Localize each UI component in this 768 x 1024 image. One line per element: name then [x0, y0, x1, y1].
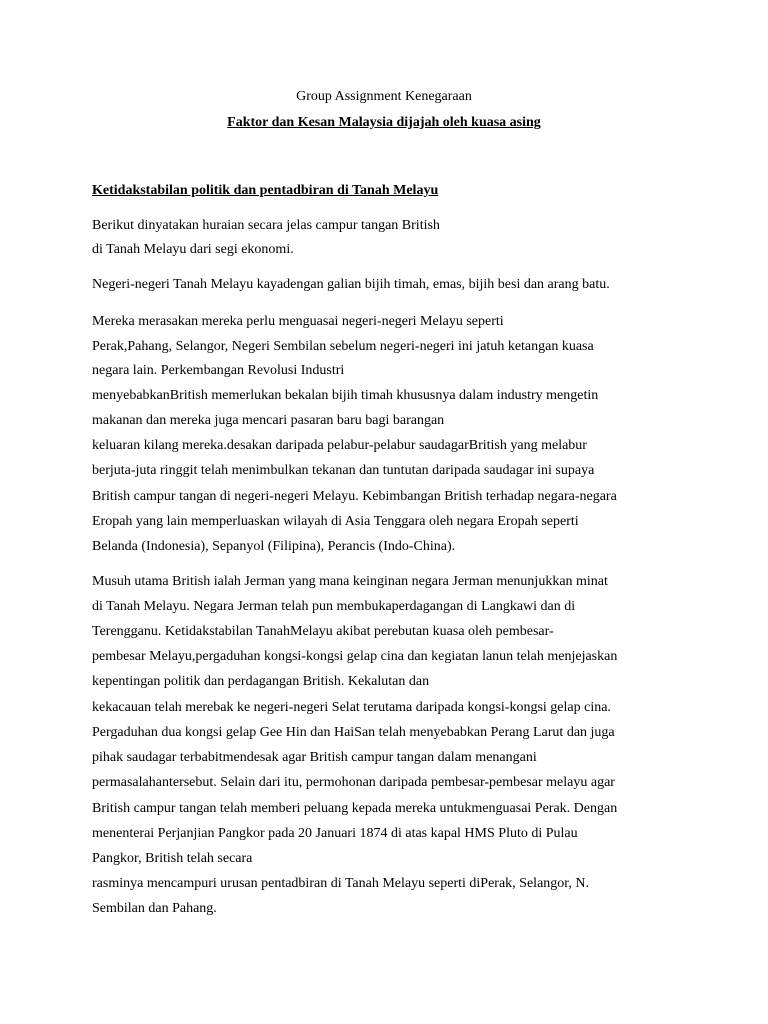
- document-title: Faktor dan Kesan Malaysia dijajah oleh kuasa asing: [227, 115, 541, 130]
- paragraph-line: kepentingan politik dan perdagangan British. Kekalutan dan: [92, 674, 430, 689]
- section-heading: Ketidakstabilan politik dan pentadbiran di Tanah Melayu: [92, 183, 439, 198]
- paragraph-line: Eropah yang lain memperluaskan wilayah di Asia Tenggara oleh negara Eropah seperti: [92, 514, 579, 529]
- paragraph-line: Pergaduhan dua kongsi gelap Gee Hin dan HaiSan telah menyebabkan Perang Larut dan juga: [92, 725, 615, 740]
- paragraph-line: Perak,Pahang, Selangor, Negeri Sembilan sebelum negeri-negeri ini jatuh ketangan kuasa: [92, 339, 594, 354]
- paragraph-line: Pangkor, British telah secara: [92, 851, 253, 866]
- paragraph-line: makanan dan mereka juga mencari pasaran baru bagi barangan: [92, 413, 445, 428]
- paragraph-line: Negeri-negeri Tanah Melayu kayadengan galian bijih timah, emas, bijih besi dan arang batu.: [92, 277, 610, 292]
- paragraph-line: British campur tangan telah memberi peluang kepada mereka untukmenguasai Perak. Dengan: [92, 801, 618, 816]
- paragraph-line: menyebabkanBritish memerlukan bekalan bijih timah khususnya dalam industry mengetin: [92, 388, 599, 403]
- paragraph-line: British campur tangan di negeri-negeri Melayu. Kebimbangan British terhadap negara-negara: [92, 489, 617, 504]
- paragraph-line: keluaran kilang mereka.desakan daripada pelabur-pelabur saudagarBritish yang melabur: [92, 438, 587, 453]
- paragraph-line: Berikut dinyatakan huraian secara jelas campur tangan British: [92, 218, 440, 233]
- paragraph-line: pembesar Melayu,pergaduhan kongsi-kongsi gelap cina dan kegiatan lanun telah menjejaskan: [92, 649, 618, 664]
- paragraph-line: permasalahantersebut. Selain dari itu, permohonan daripada pembesar-pembesar melayu agar: [92, 775, 615, 790]
- paragraph-line: kekacauan telah merebak ke negeri-negeri Selat terutama daripada kongsi-kongsi gelap cina.: [92, 700, 611, 715]
- paragraph-line: berjuta-juta ringgit telah menimbulkan tekanan dan tuntutan daripada saudagar ini supaya: [92, 463, 595, 478]
- paragraph-line: rasminya mencampuri urusan pentadbiran di Tanah Melayu seperti diPerak, Selangor, N.: [92, 876, 589, 891]
- document-header: Group Assignment Kenegaraan: [296, 89, 472, 104]
- paragraph-line: Sembilan dan Pahang.: [92, 901, 217, 916]
- paragraph-line: di Tanah Melayu dari segi ekonomi.: [92, 242, 294, 257]
- paragraph-line: pihak saudagar terbabitmendesak agar British campur tangan dalam menangani: [92, 750, 537, 765]
- paragraph-line: Terengganu. Ketidakstabilan TanahMelayu akibat perebutan kuasa oleh pembesar-: [92, 624, 554, 639]
- paragraph-line: Belanda (Indonesia), Sepanyol (Filipina), Perancis (Indo-China).: [92, 539, 456, 554]
- paragraph-line: di Tanah Melayu. Negara Jerman telah pun membukaperdagangan di Langkawi dan di: [92, 599, 576, 614]
- paragraph-line: menenterai Perjanjian Pangkor pada 20 Januari 1874 di atas kapal HMS Pluto di Pulau: [92, 826, 578, 841]
- paragraph-line: Musuh utama British ialah Jerman yang mana keinginan negara Jerman menunjukkan minat: [92, 574, 608, 589]
- paragraph-line: negara lain. Perkembangan Revolusi Industri: [92, 363, 345, 378]
- paragraph-line: Mereka merasakan mereka perlu menguasai negeri-negeri Melayu seperti: [92, 314, 504, 329]
